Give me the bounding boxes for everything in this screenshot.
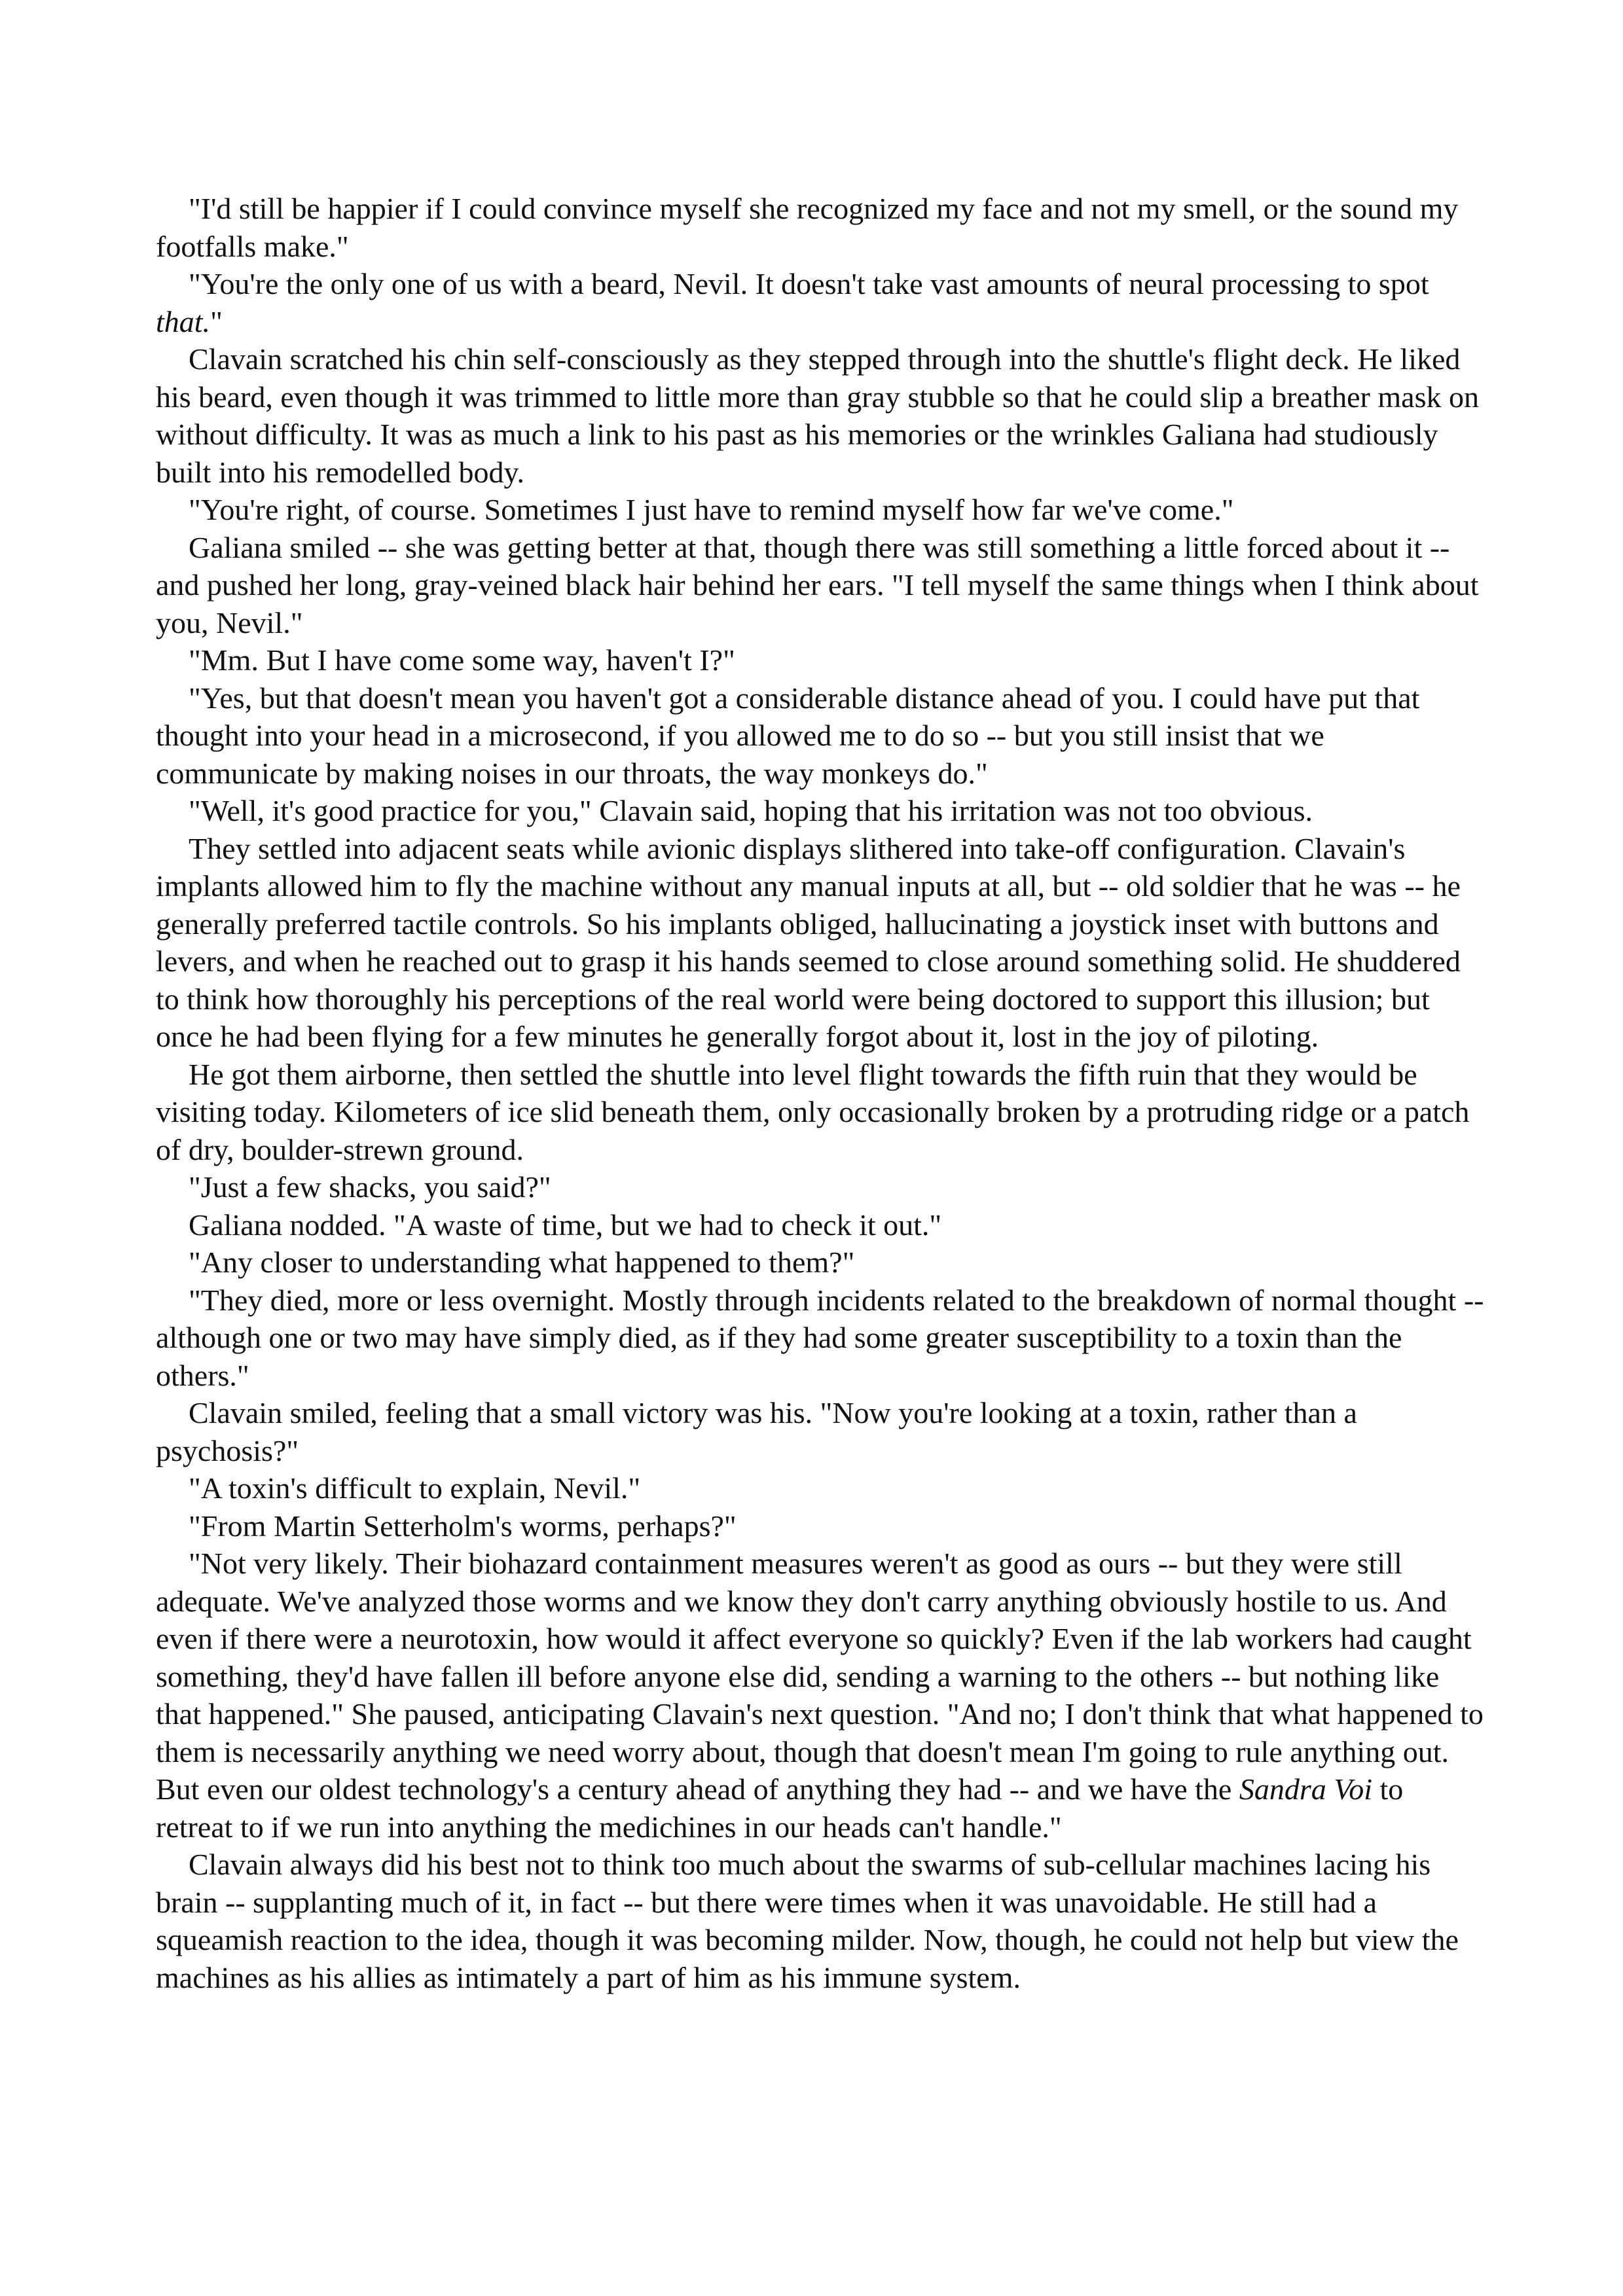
paragraph (156, 265, 1485, 340)
paragraph (156, 1469, 1485, 1507)
text-run: Galiana smiled -- she was getting better at that, though there was still something a little forced about it -- and pushed her long, gray-veined black hair behind her ears. "I tell myself the same things when I think about you, Nevil." (156, 530, 1479, 639)
paragraph (156, 1394, 1485, 1469)
paragraph (156, 529, 1485, 642)
text-run: Clavain scratched his chin self-consciously as they stepped through into the shuttle's flight deck. He liked his beard, even though it was trimmed to little more than gray stubble so that he could slip a breather mask on without difficulty. It was as much a link to his past as his memories or the wrinkles Galiana had studiously built into his remodelled body. (156, 342, 1479, 489)
text-run: "Well, it's good practice for you," Clavain said, hoping that his irritation was not too obvious. (189, 794, 1313, 827)
text-run: "I'd still be happier if I could convince myself she recognized my face and not my smell, or the sound my footfalls make." (156, 192, 1459, 263)
text-run: "Mm. But I have come some way, haven't I?" (189, 643, 735, 677)
text-run: "They died, more or less overnight. Mostly through incidents related to the breakdown of normal thought -- although one or two may have simply died, as if they had some greater susceptibility to a toxin than the others." (156, 1283, 1484, 1392)
text-run: He got them airborne, then settled the shuttle into level flight towards the fifth ruin that they would be visiting today. Kilometers of ice slid beneath them, only occasionally broken by a protruding ridge or a patch of dry, boulder-strewn ground. (156, 1057, 1470, 1166)
paragraph (156, 792, 1485, 830)
paragraph (156, 1206, 1485, 1244)
text-run: "Yes, but that doesn't mean you haven't got a considerable distance ahead of you. I could have put that thought into your head in a microsecond, if you allowed me to do so -- but you still insist that we communicate by making noises in our throats, the way monkeys do." (156, 681, 1420, 790)
paragraph (156, 1244, 1485, 1282)
text-run: to retreat to if we run into anything the medichines in our heads can't handle." (156, 1772, 1404, 1844)
paragraph (156, 340, 1485, 491)
italic-text: that. (156, 304, 211, 338)
paragraph (156, 1846, 1485, 1996)
text-run: "Just a few shacks, you said?" (189, 1170, 551, 1204)
page-text (156, 190, 1485, 1996)
paragraph (156, 830, 1485, 1056)
paragraph (156, 679, 1485, 793)
text-run: "You're right, of course. Sometimes I just have to remind myself how far we've come." (189, 493, 1234, 526)
text-run: Clavain always did his best not to think too much about the swarms of sub-cellular machines lacing his brain -- supplanting much of it, in fact -- but there were times when it was unavoidable. He still had a squeamish reaction to the idea, though it was becoming milder. Now, though, he could not help but view the machines as his allies as intimately a part of him as his immune system. (156, 1848, 1459, 1994)
paragraph (156, 1168, 1485, 1206)
paragraph (156, 190, 1485, 265)
paragraph (156, 491, 1485, 529)
text-run: "Any closer to understanding what happened to them?" (189, 1246, 855, 1279)
text-run: " (210, 304, 223, 338)
paragraph (156, 1545, 1485, 1846)
text-run: Galiana nodded. "A waste of time, but we had to check it out." (189, 1208, 942, 1242)
text-run: "Not very likely. Their biohazard containment measures weren't as good as ours -- but they were still adequate. We've analyzed those worms and we know they don't carry anything obviously hostile to us. And even if there were a neurotoxin, how would it affect everyone so quickly? Even if the lab workers had caught something, they'd have fallen ill before anyone else did, sending a warning to the others -- but nothing like that happened." She paused, anticipating Clavain's next question. "And no; I don't think that what happened to them is necessarily anything we need worry about, though that doesn't mean I'm going to rule anything out. But even our oldest technology's a century ahead of anything they had -- and we have the (156, 1547, 1484, 1806)
text-run: "You're the only one of us with a beard, Nevil. It doesn't take vast amounts of neural processing to spot (189, 267, 1429, 300)
paragraph (156, 641, 1485, 679)
paragraph (156, 1056, 1485, 1169)
text-run: Clavain smiled, feeling that a small victory was his. "Now you're looking at a toxin, rather than a psychosis?" (156, 1396, 1357, 1467)
paragraph (156, 1507, 1485, 1545)
italic-text: Sandra Voi (1239, 1772, 1372, 1806)
text-run: "A toxin's difficult to explain, Nevil." (189, 1471, 641, 1505)
paragraph (156, 1282, 1485, 1395)
text-run: "From Martin Setterholm's worms, perhaps?" (189, 1509, 737, 1543)
text-run: They settled into adjacent seats while avionic displays slithered into take-off configuration. Clavain's implants allowed him to fly the machine without any manual inputs at all, but -- old soldier that he was -- he generally preferred tactile controls. So his implants obliged, hallucinating a joystick inset with buttons and levers, and when he reached out to grasp it his hands seemed to close around something solid. He shuddered to think how thoroughly his perceptions of the real world were being doctored to support this illusion; but once he had been flying for a few minutes he generally forgot about it, lost in the joy of piloting. (156, 831, 1461, 1053)
